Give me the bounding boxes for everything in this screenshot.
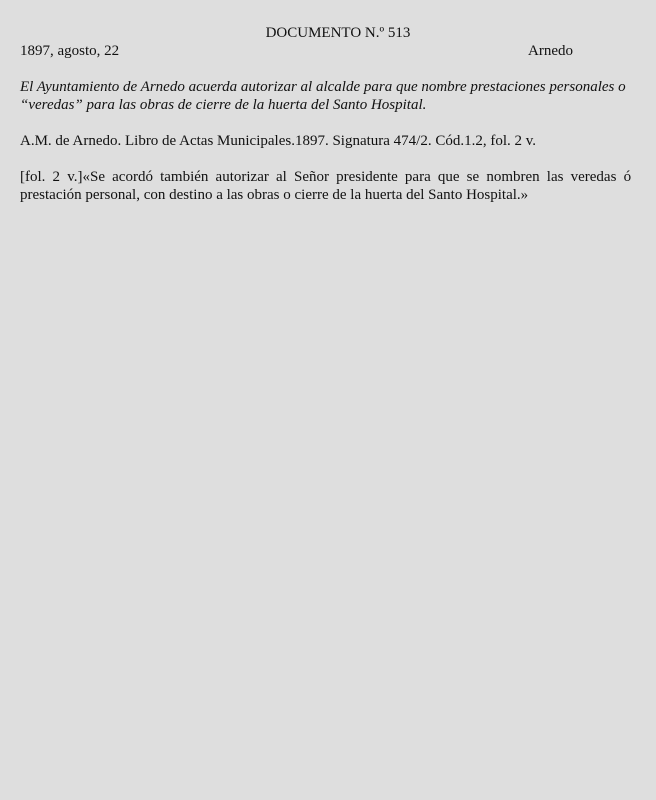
document-date: 1897, agosto, 22 — [20, 43, 120, 59]
body-line-2: prestación personal, con destino a las obras o cierre de la huerta del Santo Hospital.» — [20, 187, 529, 203]
summary-line-2: “veredas” para las obras de cierre de la huerta del Santo Hospital. — [20, 97, 427, 113]
document-summary — [20, 78, 656, 114]
body-line-1: [fol. 2 v.]«Se acordó también autorizar al Señor presidente para que se nombren las veredas ó — [20, 169, 632, 185]
document-body — [20, 168, 656, 204]
document-number: DOCUMENTO N.º 513 — [265, 25, 411, 41]
document-source: A.M. de Arnedo. Libro de Actas Municipales.1897. Signatura 474/2. Cód.1.2, fol. 2 v. — [20, 133, 537, 149]
summary-line-1: El Ayuntamiento de Arnedo acuerda autorizar al alcalde para que nombre prestaciones personales o — [20, 79, 626, 95]
document-place: Arnedo — [528, 43, 573, 59]
